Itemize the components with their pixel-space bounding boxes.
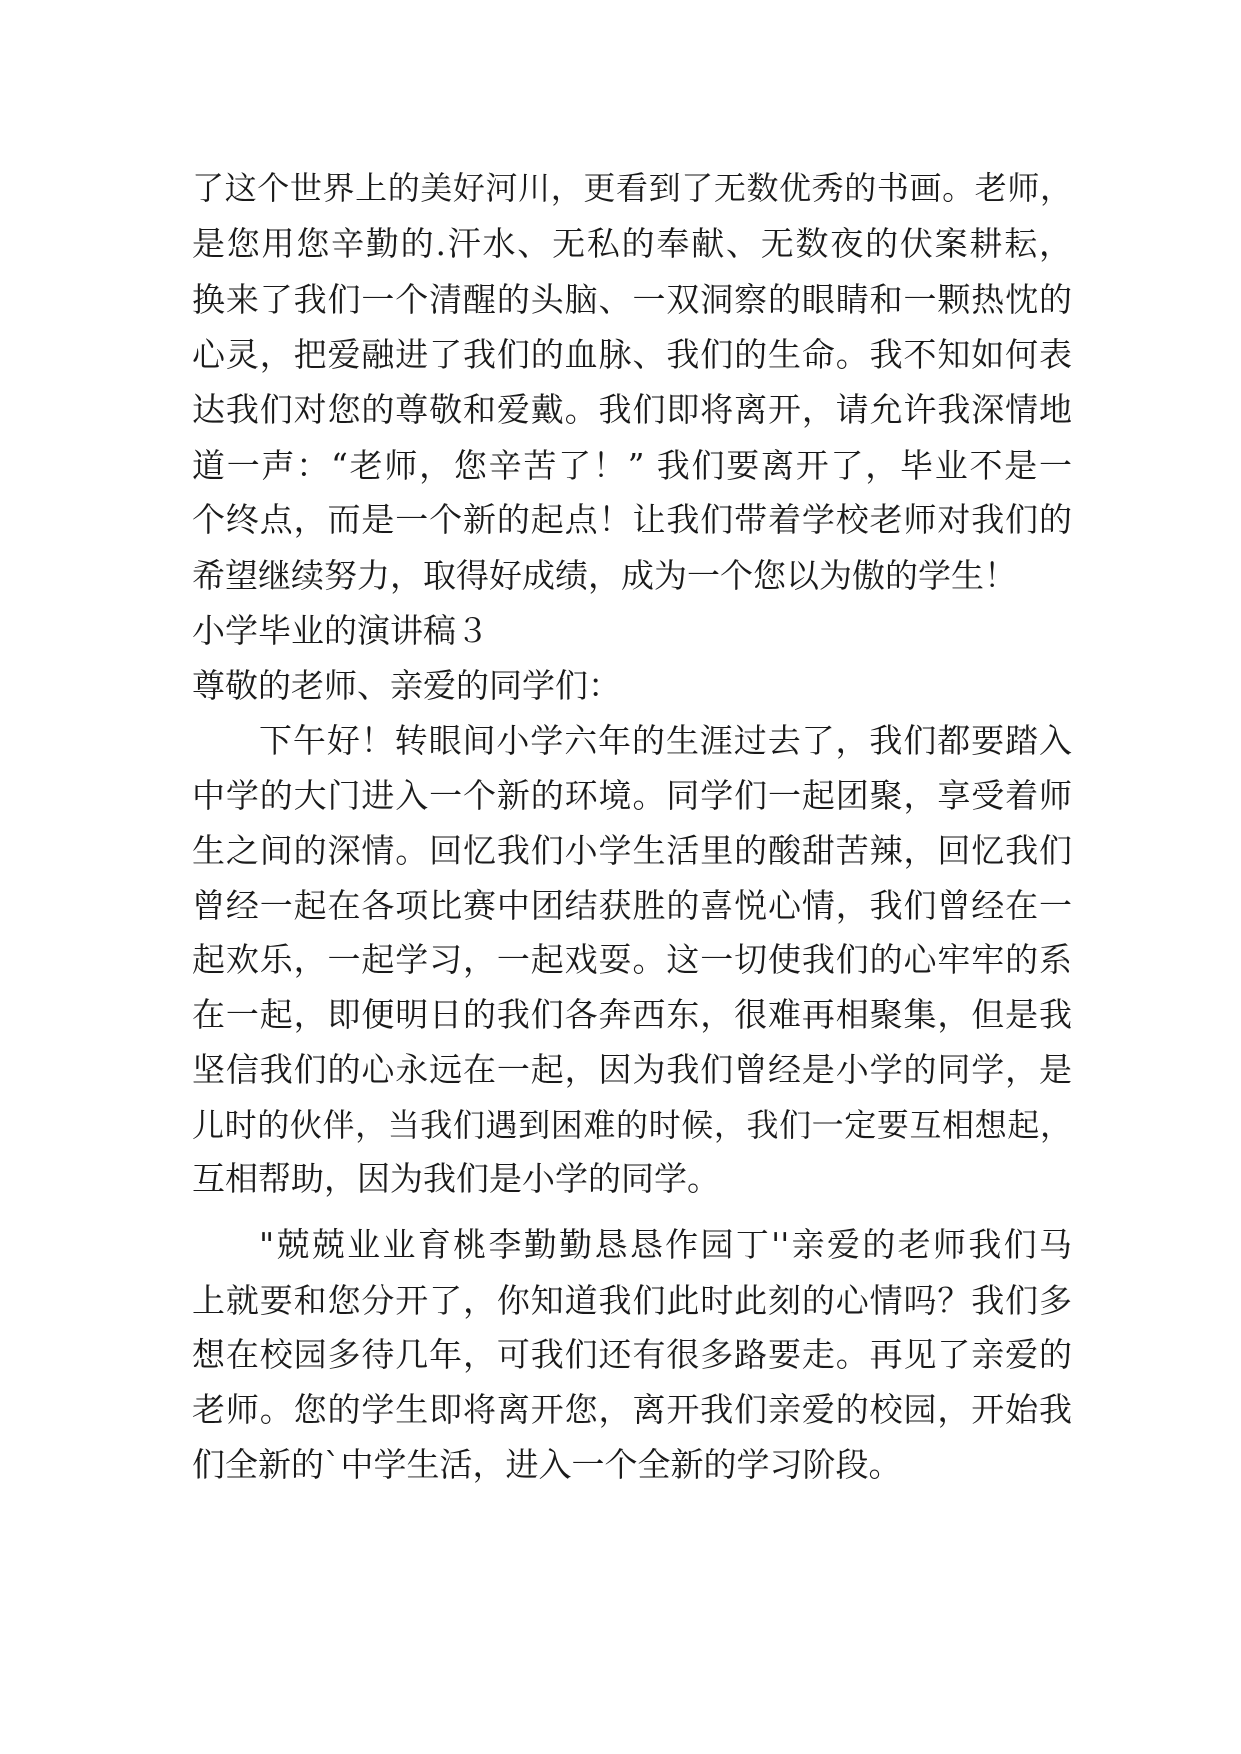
text-line: 在一起，即便明日的我们各奔西东，很难再相聚集，但是我 (192, 995, 1072, 1034)
text-line: 道一声：“老师，您辛苦了！” 我们要离开了，毕业不是一 (192, 446, 1072, 485)
text-line: 个终点，而是一个新的起点！让我们带着学校老师对我们的 (192, 500, 1072, 539)
text-line: 希望继续努力，取得好成绩，成为一个您以为傲的学生！ (192, 556, 1017, 595)
text-line: 曾经一起在各项比赛中团结获胜的喜悦心情，我们曾经在一 (192, 886, 1072, 925)
text-line: 心灵，把爱融进了我们的血脉、我们的生命。我不知如何表 (192, 335, 1072, 374)
text-line: 换来了我们一个清醒的头脑、一双洞察的眼睛和一颗热忱的 (192, 280, 1072, 319)
text-line: 是您用您辛勤的.汗水、无私的奉献、无数夜的伏案耕耘， (192, 224, 1072, 263)
paragraph-first-line: 下午好！转眼间小学六年的生涯过去了，我们都要踏入 (259, 721, 1072, 760)
text-line: 儿时的伙伴，当我们遇到困难的时候，我们一定要互相想起， (192, 1106, 1072, 1144)
text-line: 达我们对您的尊敬和爱戴。我们即将离开，请允许我深情地 (192, 390, 1072, 429)
text-line: 坚信我们的心永远在一起，因为我们曾经是小学的同学，是 (192, 1050, 1072, 1089)
salutation: 尊敬的老师、亲爱的同学们： (192, 666, 621, 705)
text-line: 们全新的`中学生活，进入一个全新的学习阶段。 (192, 1445, 902, 1484)
text-line: 生之间的深情。回忆我们小学生活里的酸甜苦辣，回忆我们 (192, 831, 1072, 870)
text-line: 想在校园多待几年，可我们还有很多路要走。再见了亲爱的 (192, 1335, 1072, 1374)
text-line: 了这个世界上的美好河川，更看到了无数优秀的书画。老师， (192, 169, 1072, 207)
section-heading: 小学毕业的演讲稿３ (192, 611, 489, 650)
text-line: 互相帮助，因为我们是小学的同学。 (192, 1159, 720, 1198)
text-line: 起欢乐，一起学习，一起戏耍。这一切使我们的心牢牢的系 (192, 940, 1072, 979)
text-line: 老师。您的学生即将离开您，离开我们亲爱的校园，开始我 (192, 1390, 1072, 1429)
paragraph-first-line: "兢兢业业育桃李勤勤恳恳作园丁''亲爱的老师我们马 (259, 1225, 1072, 1264)
text-line: 中学的大门进入一个新的环境。同学们一起团聚，享受着师 (192, 776, 1072, 815)
text-line: 上就要和您分开了，你知道我们此时此刻的心情吗？我们多 (192, 1281, 1072, 1320)
